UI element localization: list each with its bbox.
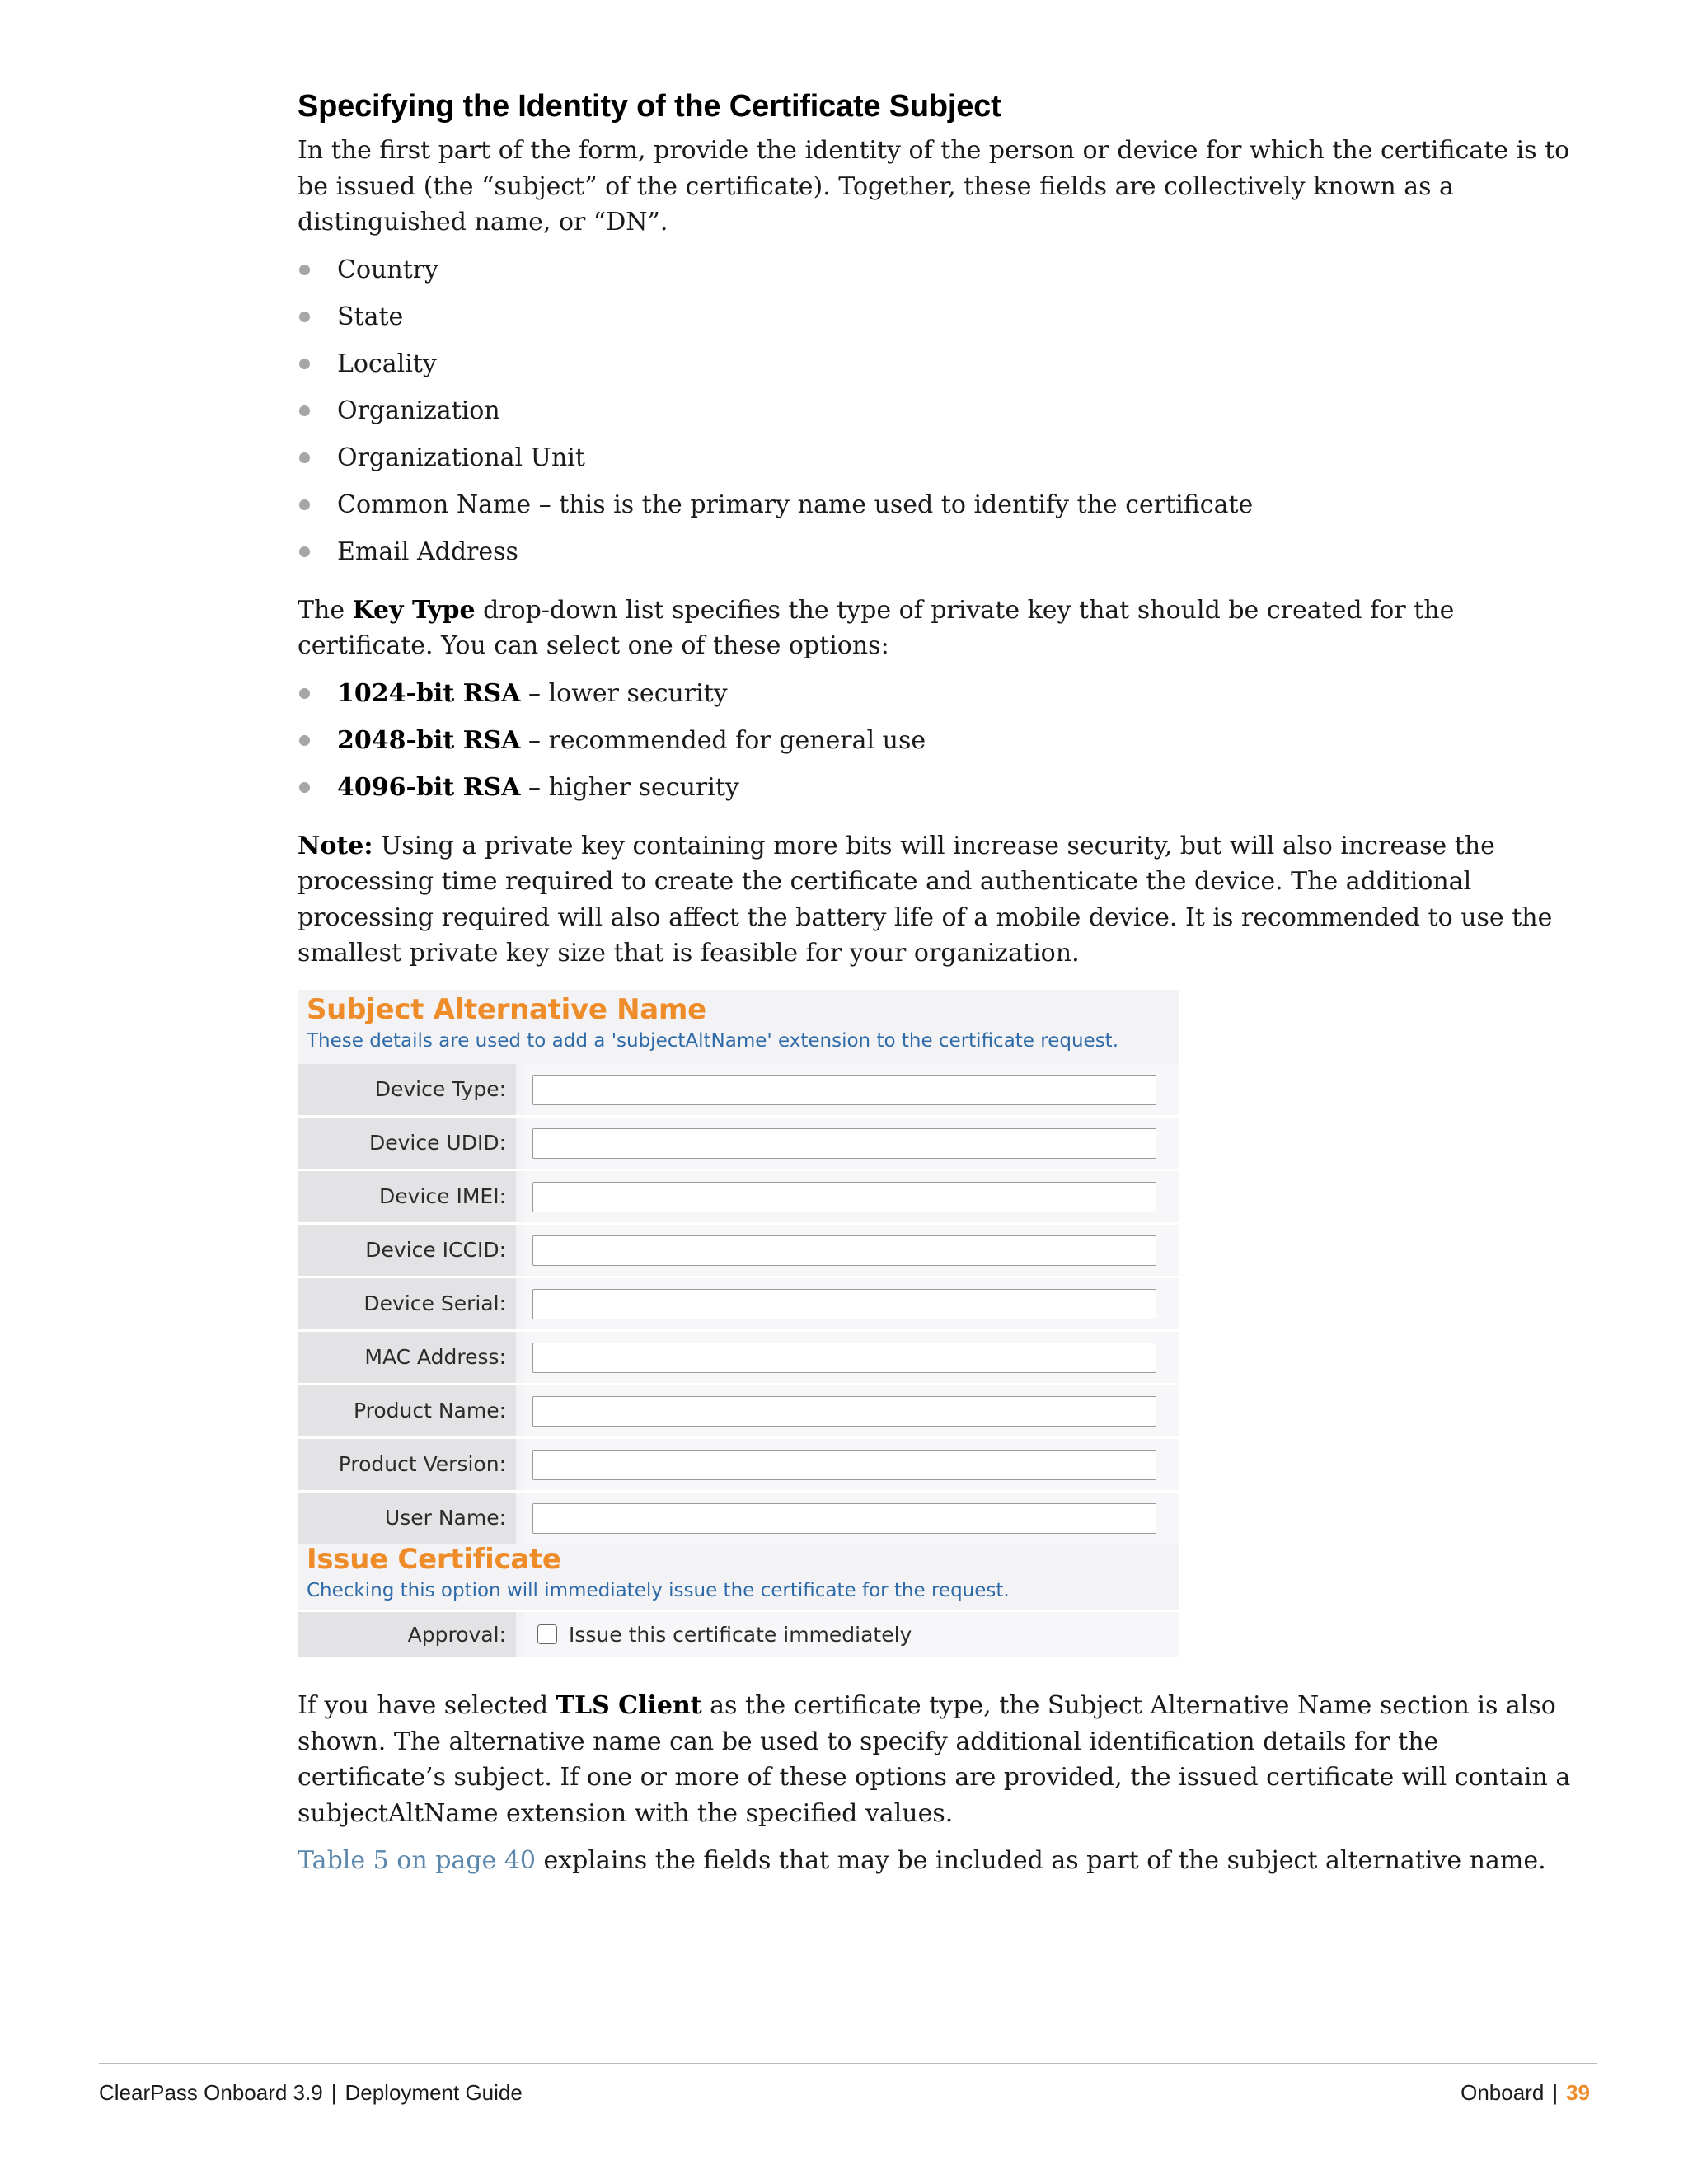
table-link[interactable]: Table 5 on page 40 [298,1846,536,1875]
note-paragraph: Note: Using a private key containing more bits will increase security, but will also increase the processing time required to create the certificate and authenticate the device. The additional processing required will also affect the battery life of a mobile device. It is recommended to use the smallest private key size that is feasible for your organization. [298,831,1553,968]
page-content [298,89,1592,983]
list-item: State [298,299,1592,346]
form-row-product-name [298,1383,1179,1436]
bullet-icon [299,359,310,369]
footer-product: ClearPass Onboard 3.9 [99,2080,323,2105]
list-item: 1024-bit RSA – lower security [298,676,1592,723]
bullet-icon [299,735,310,746]
field-label: Device Serial: [298,1278,516,1329]
issue-description: Checking this option will immediately issue the certificate for the request. [307,1580,1010,1601]
tls-paragraph: If you have selected TLS Client as the certificate type, the Subject Alternative Name section is also shown. The alternative name can be used to specify additional identification details for the certificate’s subject. If one or more of these options are provided, the issued certificate will contain a subjectAltName extension with the specified values. [298,1691,1571,1828]
san-title: Subject Alternative Name [307,993,706,1026]
form-row-approval [298,1610,1179,1657]
san-description: These details are used to add a 'subjectAltName' extension to the certificate request. [307,1030,1119,1052]
list-item: 2048-bit RSA – recommended for general use [298,723,1592,770]
device-serial-input[interactable] [532,1289,1156,1319]
product-name-input[interactable] [532,1396,1156,1427]
approval-checkbox[interactable] [537,1624,557,1644]
san-form-screenshot [298,990,1179,1657]
field-label: Device Type: [298,1064,516,1115]
keytype-paragraph: The Key Type drop-down list specifies the type of private key that should be created for the certificate. You can select one of these options: [298,595,1455,660]
after-content [298,1688,1592,1891]
approval-checkbox-label[interactable]: Issue this certificate immediately [569,1623,912,1647]
dn-field-list [298,252,1592,581]
form-row-device-type [298,1064,1179,1115]
footer-section: Onboard [1461,2080,1545,2105]
tls-term: TLS Client [556,1691,702,1720]
list-item: Locality [298,346,1592,393]
form-row-product-version [298,1436,1179,1490]
field-label: Device ICCID: [298,1225,516,1276]
bullet-icon [299,782,310,793]
issue-title: Issue Certificate [307,1543,561,1576]
device-udid-input[interactable] [532,1128,1156,1159]
note-label: Note: [298,831,373,860]
list-item: Organization [298,393,1592,440]
bullet-icon [299,265,310,275]
mac-address-input[interactable] [532,1343,1156,1373]
list-item: Country [298,252,1592,299]
footer-left: ClearPass Onboard 3.9 | Deployment Guide [99,2080,523,2105]
field-label: Device UDID: [298,1118,516,1169]
footer-right: Onboard | 39 [1461,2080,1590,2105]
field-label: User Name: [298,1493,516,1544]
footer-divider [99,2063,1597,2064]
bullet-icon [299,312,310,322]
page-number: 39 [1566,2080,1590,2105]
bullet-icon [299,499,310,510]
field-label: MAC Address: [298,1332,516,1383]
user-name-input[interactable] [532,1503,1156,1534]
form-row-device-serial [298,1276,1179,1329]
list-item: Organizational Unit [298,440,1592,487]
key-option-list [298,676,1592,817]
form-row-device-imei [298,1169,1179,1222]
form-row-mac-address [298,1329,1179,1383]
bullet-icon [299,688,310,699]
list-item: 4096-bit RSA – higher security [298,770,1592,817]
device-imei-input[interactable] [532,1182,1156,1212]
footer-guide: Deployment Guide [345,2080,523,2105]
field-label: Product Version: [298,1439,516,1490]
bullet-icon [299,546,310,557]
intro-paragraph: In the first part of the form, provide the identity of the person or device for which the certificate is to be issued (the “subject” of the certificate). Together, these fields are collectively known as a distinguished name, or “DN”. [298,136,1570,237]
device-iccid-input[interactable] [532,1235,1156,1266]
bullet-icon [299,405,310,416]
field-label: Approval: [298,1612,516,1657]
product-version-input[interactable] [532,1450,1156,1480]
field-label: Product Name: [298,1385,516,1436]
form-row-user-name [298,1490,1179,1544]
form-row-device-udid [298,1115,1179,1169]
list-item: Common Name – this is the primary name used to identify the certificate [298,487,1592,534]
keytype-term: Key Type [352,595,476,625]
field-label: Device IMEI: [298,1171,516,1222]
section-heading: Specifying the Identity of the Certificate Subject [298,89,1001,124]
form-row-device-iccid [298,1222,1179,1276]
bullet-icon [299,452,310,463]
device-type-input[interactable] [532,1075,1156,1105]
list-item: Email Address [298,534,1592,581]
table-ref-paragraph: Table 5 on page 40 explains the fields that may be included as part of the subject alternative name. [298,1846,1546,1875]
